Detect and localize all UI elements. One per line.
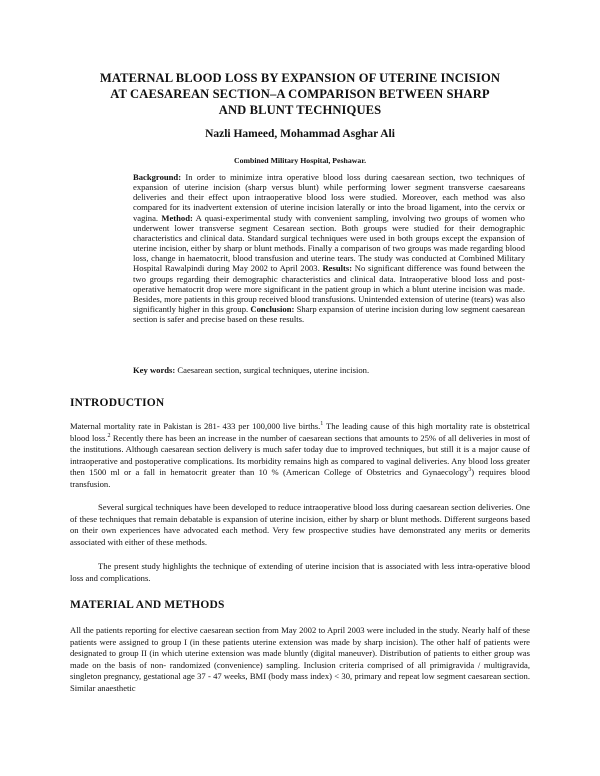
results-text: No significant difference was found between the two groups regarding their demographic characteristics and clinical data. Intraoperative blood loss and post-operative hematocrit drop were more significant in the patient group in which a blunt uterine incision was made. Besides, more patients in this group received blood transfusions. Unintended extension of uterine (tears) was also significantly higher in this group.: [133, 263, 525, 315]
intro-p1-b: The leading cause of this high mortality rate is obstetrical blood loss.: [70, 421, 530, 443]
title-line-1: MATERNAL BLOOD LOSS BY EXPANSION OF UTERINE INCISION: [99, 71, 501, 85]
keywords-label: Key words:: [133, 365, 176, 375]
keywords-text: Caesarean section, surgical techniques, uterine incision.: [175, 365, 370, 375]
intro-p1-a: Maternal mortality rate in Pakistan is 281- 433 per 100,000 live births.: [70, 421, 321, 431]
authors: Nazli Hameed, Mohammad Asghar Ali: [205, 128, 395, 140]
methods-heading: MATERIAL AND METHODS: [70, 599, 225, 611]
intro-p1-c: Recently there has been an increase in the number of caesarean sections that amounts to 25% of all deliveries in most of the institutions. Although caesarean section delivery is much safer today due to improved techniques, but still it is a major cause of intraoperative and postoperative complications. Its morbidity remains high as compared to vaginal deliveries. Any blood loss greater then 1500 ml or a fall in hematocrit greater than 10 % (American College of Obstetrics and Gynaecology: [70, 432, 530, 478]
abstract: [133, 172, 525, 324]
methods-paragraph-1: [70, 625, 530, 695]
methods-p1-text: All the patients reporting for elective caesarean section from May 2002 to April 2003 were included in the study. Nearly half of these patients were assigned to group I (in these patients uterine extension was made by sharp incision). The other half of patients were designated to group II (in which uterine extension was made bluntly (digital maneuver). Distribution of patients to either group was made on the basis of non- randomized (convenience) sampling. Inclusion criteria comprised of all primigravida / multigravida, singleton pregnancy, gestational age 37 - 47 weeks, BMI (body mass index) < 30, primary and repeat low segment caesarean section. Similar anaesthetic: [70, 625, 530, 693]
title-line-2: AT CAESAREAN SECTION–A COMPARISON BETWEEN SHARP: [110, 87, 490, 101]
method-label: Method:: [161, 212, 193, 223]
intro-paragraph-1: [70, 421, 530, 491]
intro-p1-d: ) requires blood transfusion.: [70, 467, 530, 489]
conclusion-text: Sharp expansion of uterine incision during low segment caesarean section is safer and precise based on these results.: [133, 304, 525, 325]
results-label: Results:: [322, 263, 353, 274]
title-line-3: AND BLUNT TECHNIQUES: [218, 103, 382, 117]
intro-paragraph-3: [70, 561, 530, 584]
background-label: Background:: [133, 172, 182, 182]
background-text: In order to minimize intra operative blood loss during caesarean section, two techniques of expansion of uterine incision (sharp versus blunt) while performing lower segment transverse caesareans deliveries and their effect upon intraoperative blood loss were studied. Moreover, each method was also compared for its inadvertent extension of uterine incision laterally or into the broad ligament, into the cervix or vagina.: [133, 172, 525, 223]
affiliation: Combined Military Hospital, Peshawar.: [233, 156, 367, 165]
intro-p2-text: Several surgical techniques have been developed to reduce intraoperative blood loss during caesarean section deliveries. One of these techniques that remain debatable is expansion of uterine incision, either by sharp or blunt methods. Different surgeons based on their own experiences have advocated each method. Very few prospective studies have demonstrated any merits or demerits associated with either of these methods.: [70, 502, 530, 547]
intro-paragraph-2: [70, 502, 530, 548]
conclusion-label: Conclusion:: [250, 304, 295, 315]
introduction-heading: INTRODUCTION: [70, 397, 165, 409]
citation-2: 2: [107, 432, 111, 439]
citation-3: 3: [468, 467, 472, 474]
paper-title: [40, 70, 560, 118]
intro-p3-text: The present study highlights the technique of extending of uterine incision that is associated with less intra-operative blood loss and complications.: [70, 561, 530, 583]
citation-1: 1: [320, 421, 324, 428]
method-text: A quasi-experimental study with convenient sampling, involving two groups of women who underwent lower transverse segment Cesarean section. Both groups were studied for their demographic characteristics and clinical data. Standard surgical techniques were used in both groups except the expansion of uterine incision, either by sharp or blunt methods. Finally a comparison of two groups was made regarding blood loss, change in haematocrit, blood transfusion and uterine tears. The study was conducted at Combined Military Hospital Rawalpindi during May 2002 to April 2003.: [133, 212, 525, 274]
keywords: [133, 365, 525, 375]
